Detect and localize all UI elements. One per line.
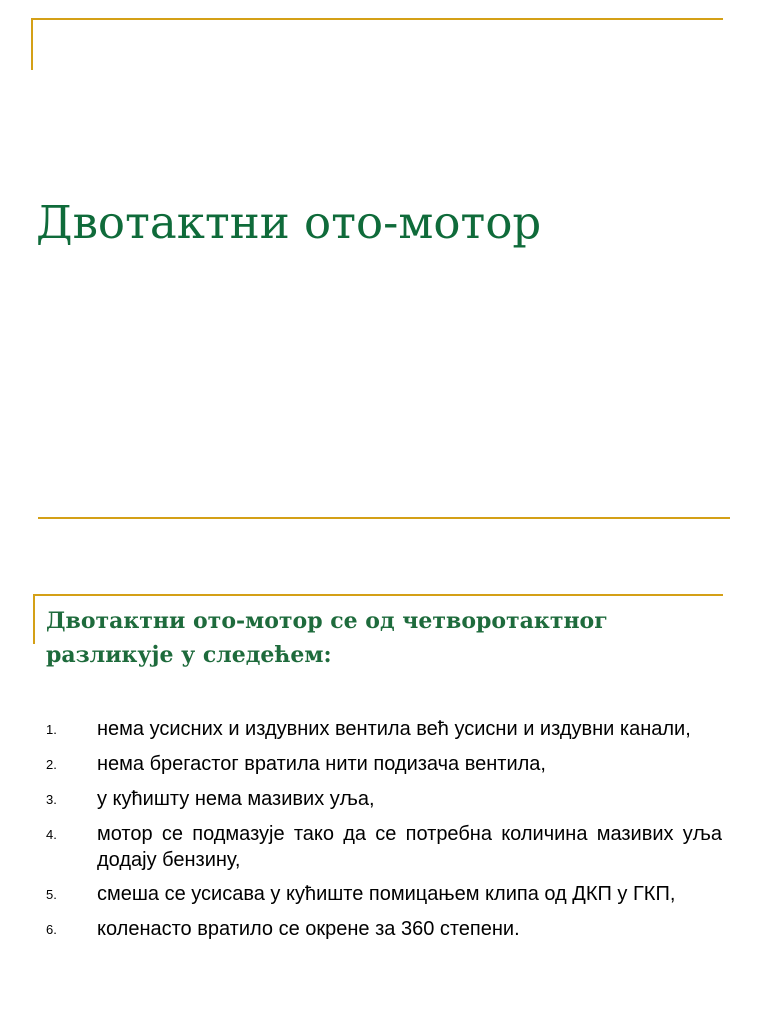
list-item <box>46 916 722 943</box>
page-title: Двотактни ото-мотор <box>36 196 542 249</box>
list-item-text: у кућишту нема мазивих уља, <box>97 788 375 810</box>
slide1-bottom-rule <box>38 517 730 519</box>
list-item <box>46 881 722 908</box>
slide2-top-rule <box>33 594 723 596</box>
list-item-number: 5. <box>46 887 57 902</box>
list-item-number: 4. <box>46 827 57 842</box>
list-item-text: мотор се подмазује тако да се потребна количина мазивих уља додају бензину, <box>97 823 722 871</box>
slide1-left-rule <box>31 18 33 70</box>
slide1-top-rule <box>31 18 723 20</box>
slide2-left-rule <box>33 594 35 644</box>
numbered-list <box>46 716 722 951</box>
list-item-number: 1. <box>46 722 57 737</box>
list-item <box>46 786 722 813</box>
list-item-text: нема усисних и издувних вентила већ усисни и издувни канали, <box>97 718 691 740</box>
section-heading: Двотактни ото-мотор се од четворотактног разликује у следећем: <box>46 608 608 668</box>
list-item-text: нема брегастог вратила нити подизача вентила, <box>97 753 546 775</box>
list-item-number: 3. <box>46 792 57 807</box>
list-item <box>46 821 722 873</box>
list-item <box>46 751 722 778</box>
list-item-text: смеша се усисава у кућиште помицањем клипа од ДКП у ГКП, <box>97 883 676 905</box>
list-item-text: коленасто вратило се окрене за 360 степени. <box>97 918 520 940</box>
list-item-number: 6. <box>46 922 57 937</box>
list-item <box>46 716 722 743</box>
list-item-number: 2. <box>46 757 57 772</box>
